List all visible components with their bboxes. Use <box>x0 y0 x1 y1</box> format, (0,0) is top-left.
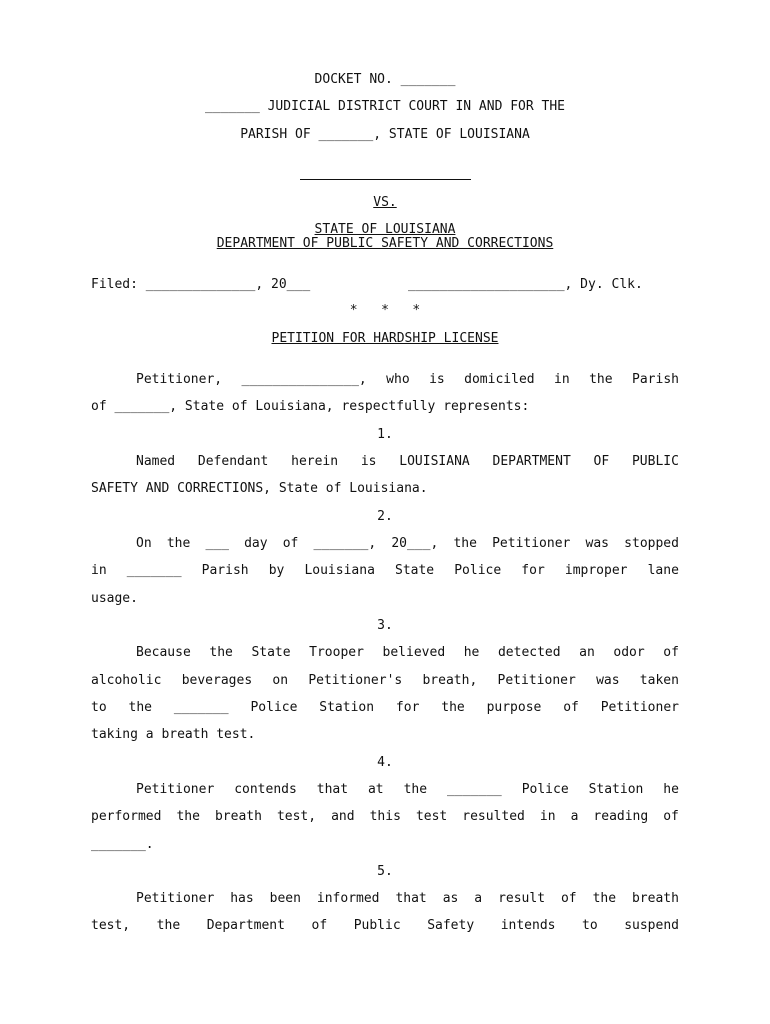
plaintiff-name-line <box>300 179 471 180</box>
word: in <box>554 372 570 387</box>
word: test <box>415 809 448 824</box>
word: lane <box>647 563 679 578</box>
word: odor <box>613 645 645 660</box>
word: _______ <box>126 563 182 578</box>
word: this <box>369 809 401 824</box>
paragraph-4-line-3: _______. <box>91 837 154 852</box>
word: of <box>282 536 299 551</box>
word: been <box>269 891 301 906</box>
defendant-line-2: DEPARTMENT OF PUBLIC SAFETY AND CORRECTIONS <box>216 236 554 251</box>
word: Station <box>588 782 644 797</box>
paragraph-5-line-2 <box>91 918 679 934</box>
word: in <box>539 809 556 824</box>
docket-number: DOCKET NO. _______ <box>314 72 456 87</box>
word: resulted <box>462 809 525 824</box>
court-name: _______ JUDICIAL DISTRICT COURT IN AND FOR THE <box>204 99 566 114</box>
word: _______ <box>446 782 502 797</box>
word: _______ <box>173 700 229 715</box>
word: Petitioner <box>600 700 679 715</box>
word: Parish <box>201 563 249 578</box>
word: was <box>596 673 620 688</box>
word: for <box>395 700 420 715</box>
word: Safety <box>427 918 475 933</box>
paragraph-1-line-2: SAFETY AND CORRECTIONS, State of Louisiana. <box>91 481 428 496</box>
word: an <box>579 645 595 660</box>
word: Louisiana <box>304 563 375 578</box>
word: On <box>136 536 152 551</box>
word: Named <box>136 454 176 469</box>
word: Petitioner, <box>136 372 223 387</box>
word: in <box>91 563 107 578</box>
paragraph-3-line-1 <box>136 645 679 661</box>
intro-line-2: of _______, State of Louisiana, respectfully represents: <box>91 399 530 414</box>
word: herein <box>291 454 339 469</box>
word: Parish <box>632 372 679 387</box>
word: domiciled <box>464 372 535 387</box>
word: the <box>128 700 152 715</box>
word: he <box>463 645 480 660</box>
word: detected <box>497 645 561 660</box>
paragraph-3-line-4: taking a breath test. <box>91 727 256 742</box>
paragraph-2-line-1 <box>136 536 679 552</box>
word: DEPARTMENT <box>492 454 571 469</box>
word: a <box>474 891 483 906</box>
petition-title: PETITION FOR HARDSHIP LICENSE <box>271 331 499 346</box>
versus-label: VS. <box>373 195 397 210</box>
word: Defendant <box>197 454 269 469</box>
word: State <box>251 645 291 660</box>
paragraph-number-4: 4. <box>377 755 393 770</box>
word: Public <box>353 918 401 933</box>
word: to <box>91 700 107 715</box>
word: the <box>592 891 617 906</box>
word: purpose <box>486 700 542 715</box>
word: suspend <box>624 918 679 933</box>
paragraph-1-line-1 <box>136 454 679 470</box>
defendant-line-1: STATE OF LOUISIANA <box>314 222 456 237</box>
filed-date: Filed: ______________, 20___ <box>91 277 311 292</box>
word: result <box>498 891 546 906</box>
word: Department <box>206 918 285 933</box>
word: beverages <box>181 673 253 688</box>
paragraph-2-line-2 <box>91 563 679 579</box>
word: Trooper <box>309 645 364 660</box>
paragraph-number-1: 1. <box>377 427 393 442</box>
word: the <box>166 536 191 551</box>
word: Because <box>136 645 191 660</box>
word: test, <box>276 809 317 824</box>
word: of <box>563 700 579 715</box>
word: who <box>386 372 410 387</box>
word: is <box>360 454 377 469</box>
word: performed <box>91 809 162 824</box>
word: Petitioner <box>497 673 576 688</box>
word: breath <box>631 891 679 906</box>
parish-state: PARISH OF _______, STATE OF LOUISIANA <box>240 127 530 142</box>
word: as <box>442 891 459 906</box>
paragraph-number-2: 2. <box>377 509 393 524</box>
paragraph-4-line-2 <box>91 809 679 825</box>
word: and <box>331 809 355 824</box>
word: the <box>209 645 233 660</box>
word: Police <box>454 563 502 578</box>
word: is <box>429 372 445 387</box>
word: of <box>663 809 679 824</box>
word: reading <box>593 809 649 824</box>
word: at <box>367 782 384 797</box>
word: Police <box>250 700 298 715</box>
word: the <box>156 918 181 933</box>
word: to <box>582 918 598 933</box>
word: the <box>176 809 200 824</box>
word: of <box>311 918 328 933</box>
paragraph-number-5: 5. <box>377 864 393 879</box>
paragraph-2-line-3: usage. <box>91 591 138 606</box>
word: on <box>272 673 289 688</box>
paragraph-4-line-1 <box>136 782 679 798</box>
word: improper <box>564 563 628 578</box>
word: _______________, <box>241 372 367 387</box>
word: Station <box>319 700 375 715</box>
word: Petitioner <box>136 782 215 797</box>
word: has <box>230 891 254 906</box>
word: Petitioner <box>492 536 571 551</box>
word: Petitioner's <box>308 673 403 688</box>
word: test, <box>91 918 131 933</box>
paragraph-3-line-3 <box>91 700 679 716</box>
word: believed <box>382 645 446 660</box>
word: OF <box>593 454 610 469</box>
word: the <box>589 372 613 387</box>
word: Police <box>521 782 569 797</box>
word: of <box>560 891 577 906</box>
word: was <box>585 536 610 551</box>
word: 20___, <box>391 536 439 551</box>
word: for <box>521 563 545 578</box>
word: the <box>441 700 465 715</box>
word: that <box>316 782 349 797</box>
word: LOUISIANA <box>399 454 470 469</box>
section-separator: * * * <box>349 303 421 318</box>
word: day <box>244 536 268 551</box>
deputy-clerk: ____________________, Dy. Clk. <box>408 277 643 292</box>
word: breath <box>214 809 262 824</box>
word: taken <box>639 673 679 688</box>
word: of <box>663 645 679 660</box>
word: PUBLIC <box>631 454 679 469</box>
paragraph-number-3: 3. <box>377 618 393 633</box>
word: ___ <box>205 536 229 551</box>
word: the <box>453 536 477 551</box>
word: breath, <box>422 673 478 688</box>
word: contends <box>234 782 297 797</box>
intro-line-1 <box>136 372 679 388</box>
word: he <box>663 782 679 797</box>
word: Petitioner <box>136 891 215 906</box>
word: alcoholic <box>91 673 162 688</box>
word: that <box>395 891 427 906</box>
word: the <box>403 782 428 797</box>
word: stopped <box>624 536 679 551</box>
word: State <box>395 563 435 578</box>
word: intends <box>500 918 556 933</box>
paragraph-3-line-2 <box>91 673 679 689</box>
word: _______, <box>313 536 377 551</box>
word: by <box>268 563 285 578</box>
word: a <box>570 809 579 824</box>
paragraph-5-line-1 <box>136 891 679 907</box>
word: informed <box>316 891 380 906</box>
